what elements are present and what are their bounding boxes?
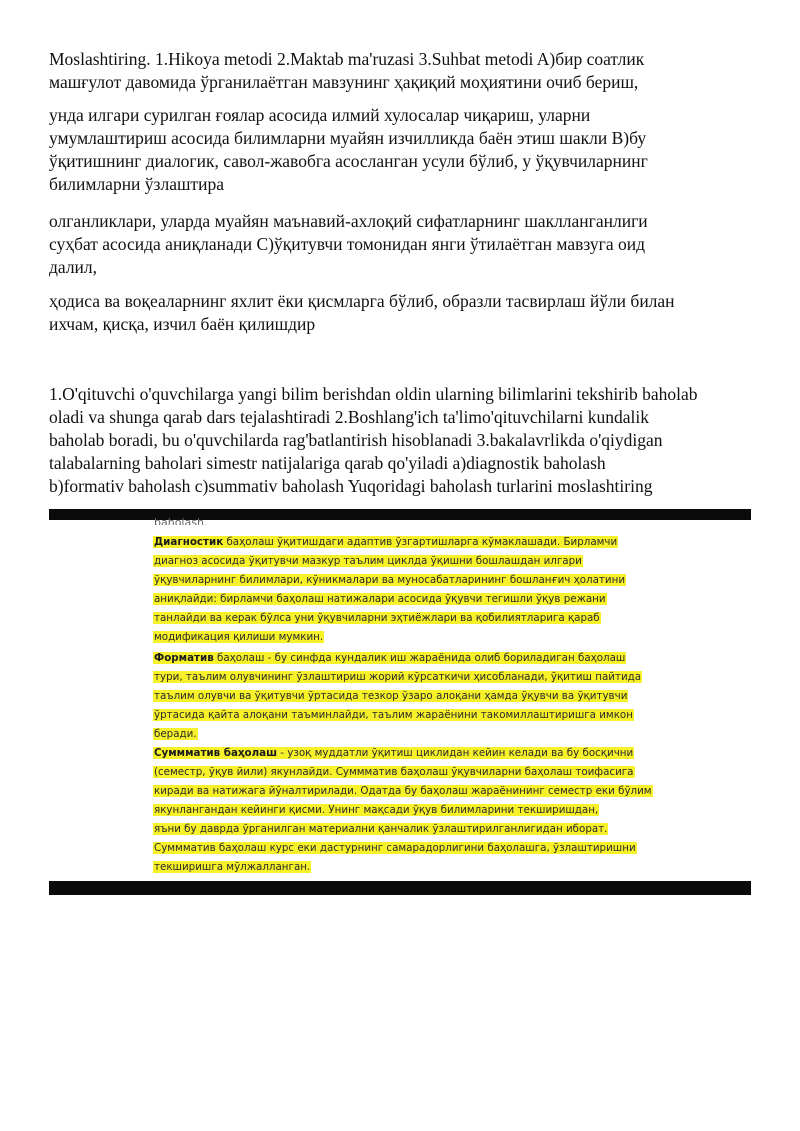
formative-definition	[153, 649, 713, 744]
text-line: киради ва натижага йўналтирилади. Одатда бу баҳолаш жараёнининг семестр еки бўлим	[154, 785, 652, 797]
text-line: якунлангандан кейинги қисми. Унинг мақсади ўқув билимларини текширишдан,	[154, 804, 599, 816]
paragraph-5	[49, 383, 759, 498]
text-line: Форматив баҳолаш - бу синфда кундалик иш жараёнида олиб бориладиган баҳолаш	[154, 652, 626, 664]
text-line: baholab boradi, bu o'quvchilarda rag'batlantirish hisoblanadi 3.bakalavrlikda o'qiydigan	[49, 430, 663, 450]
text-line: 1.O'qituvchi o'quvchilarga yangi bilim berishdan oldin ularning bilimlarini tekshirib baholab	[49, 384, 698, 404]
term-label: Форматив	[154, 652, 214, 664]
text-line: ихчам, қисқа, изчил баён қилишдир	[49, 314, 316, 334]
text-line: Суммматив баҳолаш курс еки дастурнинг самарадорлигини баҳолашга, ўзлаштиришни	[154, 842, 636, 854]
text-line: беради.	[154, 728, 197, 740]
paragraph-2	[49, 104, 759, 196]
text-line: яъни бу даврда ўрганилган материални қанчалик ўзлаштирилганлигидан иборат.	[154, 823, 608, 835]
text-line: танлайди ва керак бўлса уни ўқувчиларни эҳтиёжлари ва қобилиятларига қараб	[154, 612, 600, 624]
text-line: аниқлайди: бирламчи баҳолаш натижалари асосида ўқувчи тегишли ўқув режани	[154, 593, 606, 605]
text-line: суҳбат асосида аниқланади C)ўқитувчи томонидан янги ўтилаётган мавзуга оид	[49, 234, 645, 254]
text-line: таълим олувчи ва ўқитувчи ўртасида тезкор ўзаро алоқани ҳамда ўқувчи ва ўқитувчи	[154, 690, 628, 702]
text-line: ҳодиса ва воқеаларнинг яхлит ёки қисмларга бўлиб, образли тасвирлаш йўли билан	[49, 291, 675, 311]
text-line: модификация қилиши мумкин.	[154, 631, 324, 643]
summative-definition	[153, 744, 713, 877]
figure-bottom-border	[49, 881, 751, 895]
paragraph-1	[49, 48, 759, 94]
text-line: ўқувчиларнинг билимлари, кўникмалари ва муносабатларининг бошланғич ҳолатини	[154, 574, 626, 586]
text-line: тури, таълим олувчининг ўзлаштириш жорий кўрсаткичи ҳисобланади, ўқитиш пайтида	[154, 671, 642, 683]
text-line: текширишга мўлжалланган.	[154, 861, 311, 873]
text-line: (семестр, ўқув йили) якунлайди. Суммматив баҳолаш ўқувчиларни баҳолаш тоифасига	[154, 766, 634, 778]
term-label: Диагностик	[154, 536, 224, 548]
text-line: ўртасида қайта алоқани таъминлайди, таълим жараёнини такомиллаштиришга имкон	[154, 709, 633, 721]
text-line: билимларни ўзлаштира	[49, 174, 224, 194]
cropped-text: baholash.	[154, 517, 208, 525]
text-line: олганликлари, уларда муайян маънавий-ахлоқий сифатларнинг шаклланганлиги	[49, 211, 648, 231]
text-line: b)formativ baholash c)summativ baholash Yuqoridagi baholash turlarini moslashtiring	[49, 476, 653, 496]
text-line: Диагностик баҳолаш ўқитишдаги адаптив ўзгартишларга кўмаклашади. Бирламчи	[154, 536, 618, 548]
paragraph-4	[49, 290, 759, 336]
paragraph-3	[49, 210, 759, 279]
text-line: ўқитишнинг диалогик, савол-жавобга асосланган усули бўлиб, у ўқувчиларнинг	[49, 151, 648, 171]
text-line: oladi va shunga qarab dars tejalashtiradi 2.Boshlang'ich ta'limo'qituvchilarni kundalik	[49, 407, 649, 427]
text-line: далил,	[49, 257, 98, 277]
diagnostic-definition	[153, 533, 713, 647]
text-line: умумлаштириш асосида билимларни муайян изчилликда баён этиш шакли B)бу	[49, 128, 647, 148]
text-line: унда илгари сурилган ғоялар асосида илмий хулосалар чиқариш, уларни	[49, 105, 591, 125]
text-line: Moslashtiring. 1.Hikoya metodi 2.Maktab ma'ruzasi 3.Suhbat metodi A)бир соатлик	[49, 49, 645, 69]
text-line: диагноз асосида ўқитувчи мазкур таълим циклда ўқишни бошлашдан илгари	[154, 555, 582, 567]
text-line: Суммматив баҳолаш - узоқ муддатли ўқитиш циклидан кейин келади ва бу босқични	[154, 747, 634, 759]
term-label: Суммматив баҳолаш	[154, 747, 278, 759]
embedded-screenshot	[49, 509, 751, 895]
text-line: talabalarning baholari simestr natijalariga qarab qo'yiladi a)diagnostik baholash	[49, 453, 606, 473]
text-line: машғулот давомида ўрганилаётган мавзунинг ҳақиқий моҳиятини очиб бериш,	[49, 72, 639, 92]
